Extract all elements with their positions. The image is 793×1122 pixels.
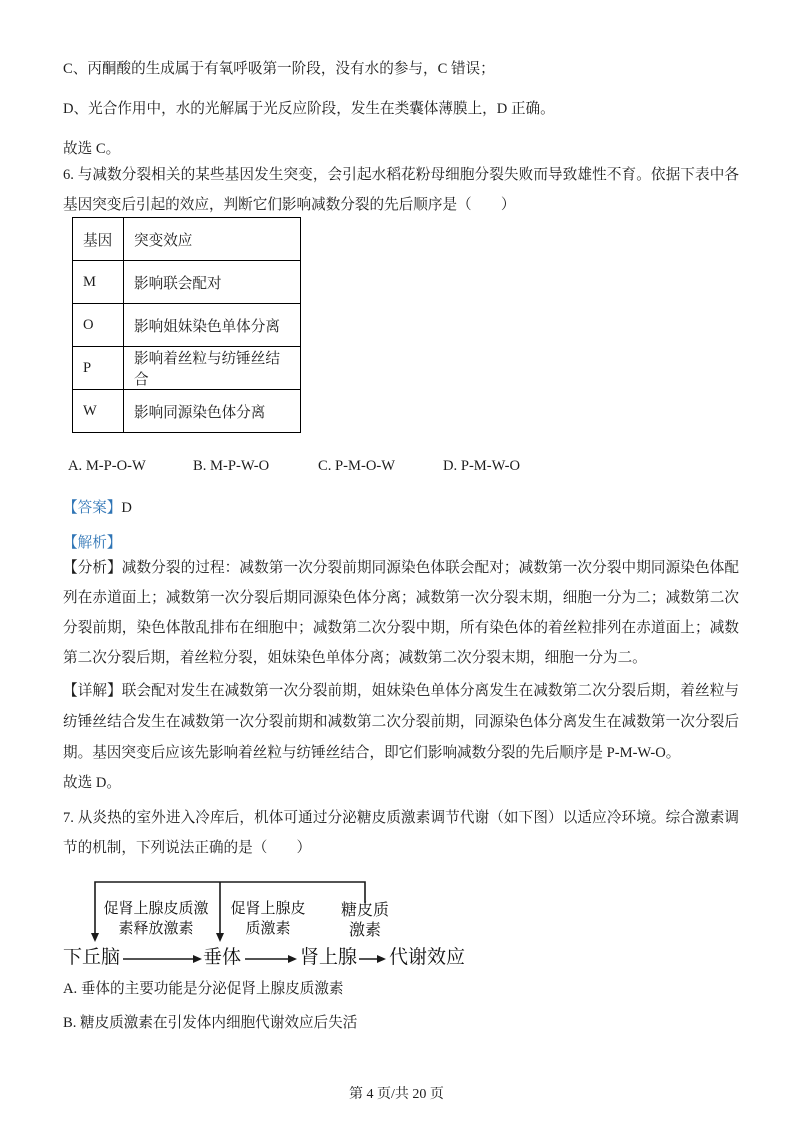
table-row — [73, 347, 301, 390]
option-a: A. M-P-O-W — [68, 458, 146, 474]
hormone-label-line: 促肾上腺皮质激 — [103, 901, 209, 917]
gene-cell: W — [73, 390, 124, 433]
node-hypothalamus: 下丘脑 — [63, 947, 121, 968]
effect-cell: 影响着丝粒与纺锤丝结合 — [124, 347, 301, 390]
gene-effect-table — [72, 217, 301, 433]
answer-line — [63, 497, 739, 519]
hormone-label-line: 质激素 — [245, 921, 291, 937]
node-metabolic-effect: 代谢效应 — [389, 947, 466, 968]
flow-arrowhead-3 — [377, 955, 386, 963]
table-header-row — [73, 218, 301, 261]
option-b: B. M-P-W-O — [193, 458, 270, 474]
table-row — [73, 304, 301, 347]
gene-cell: O — [73, 304, 124, 347]
flow-arrowhead-2 — [288, 955, 297, 963]
hormone-label-line: 素释放激素 — [118, 921, 194, 937]
q7-option-b: B. 糖皮质激素在引发体内细胞代谢效应后失活 — [63, 1015, 358, 1031]
answer-value: D — [121, 500, 132, 516]
flow-arrowhead-1 — [193, 955, 202, 963]
effect-cell: 影响联会配对 — [124, 261, 301, 304]
feedback-arrowhead-hypothalamus — [91, 933, 99, 942]
hormone-label-crh — [100, 899, 212, 939]
gene-cell: P — [73, 347, 124, 390]
page-number-footer: 第 4 页/共 20 页 — [349, 1087, 444, 1102]
node-pituitary: 垂体 — [203, 947, 242, 968]
table-header-gene: 基因 — [73, 218, 124, 261]
question-6-stem: 6. 与减数分裂相关的某些基因发生突变，会引起水稻花粉母细胞分裂失败而导致雄性不育。依据下表中各基因突变后引起的效应，判断它们影响减数分裂的先后顺序是（ ） — [63, 167, 739, 213]
prev-question-conclusion: 故选 C。 — [63, 141, 121, 157]
option-c: C. P-M-O-W — [318, 458, 396, 474]
explanation-line-c: C、丙酮酸的生成属于有氧呼吸第一阶段，没有水的参与，C 错误； — [63, 61, 495, 77]
table-header-effect: 突变效应 — [124, 218, 301, 261]
hormone-label-line: 激素 — [348, 922, 381, 939]
question-7-stem: 7. 从炎热的室外进入冷库后，机体可通过分泌糖皮质激素调节代谢（如下图）以适应冷环境。综合激素调节的机制，下列说法正确的是（ ） — [63, 810, 739, 856]
q7-option-a: A. 垂体的主要功能是分泌促肾上腺皮质激素 — [63, 981, 344, 997]
question-6-options — [63, 458, 739, 482]
detail-paragraph: 【详解】联会配对发生在减数第一次分裂前期，姐妹染色单体分离发生在减数第二次分裂后期，着丝粒与纺锤丝结合发生在减数第一次分裂前期和减数第二次分裂前期，同源染色体分离发生在减数第一次分裂后期。基因突变后应该先影响着丝粒与纺锤丝结合，即它们影响减数分裂的先后顺序是 P-M-W-O。 — [63, 683, 739, 761]
option-d: D. P-M-W-O — [443, 458, 521, 474]
question-6-conclusion: 故选 D。 — [63, 775, 121, 791]
hormone-regulation-diagram — [63, 875, 493, 975]
explanation-line-d: D、光合作用中，水的光解属于光反应阶段，发生在类囊体薄膜上，D 正确。 — [63, 101, 555, 117]
hormone-label-line: 促肾上腺皮 — [230, 901, 306, 917]
hormone-label-line: 糖皮质 — [340, 902, 389, 919]
analysis-label-line — [63, 532, 739, 554]
effect-cell: 影响同源染色体分离 — [124, 390, 301, 433]
analysis-label: 【解析】 — [63, 535, 122, 551]
table-row — [73, 261, 301, 304]
analysis-paragraph: 【分析】减数分裂的过程：减数第一次分裂前期同源染色体联会配对；减数第一次分裂中期同源染色体配列在赤道面上；减数第一次分裂后期同源染色体分离；减数第一次分裂末期，细胞一分为二；减数第二次分裂前期，染色体散乱排布在细胞中；减数第二次分裂中期，所有染色体的着丝粒排列在赤道面上；减数第二次分裂后期，着丝粒分裂，姐妹染色单体分离；减数第二次分裂末期，细胞一分为二。 — [63, 560, 739, 666]
gene-cell: M — [73, 261, 124, 304]
effect-cell: 影响姐妹染色单体分离 — [124, 304, 301, 347]
feedback-arrowhead-pituitary — [216, 933, 224, 942]
hormone-label-glucocorticoid — [335, 901, 395, 941]
answer-label: 【答案】 — [63, 500, 122, 516]
hormone-label-acth — [226, 899, 310, 939]
node-adrenal-gland: 肾上腺 — [300, 947, 358, 968]
table-row — [73, 390, 301, 433]
